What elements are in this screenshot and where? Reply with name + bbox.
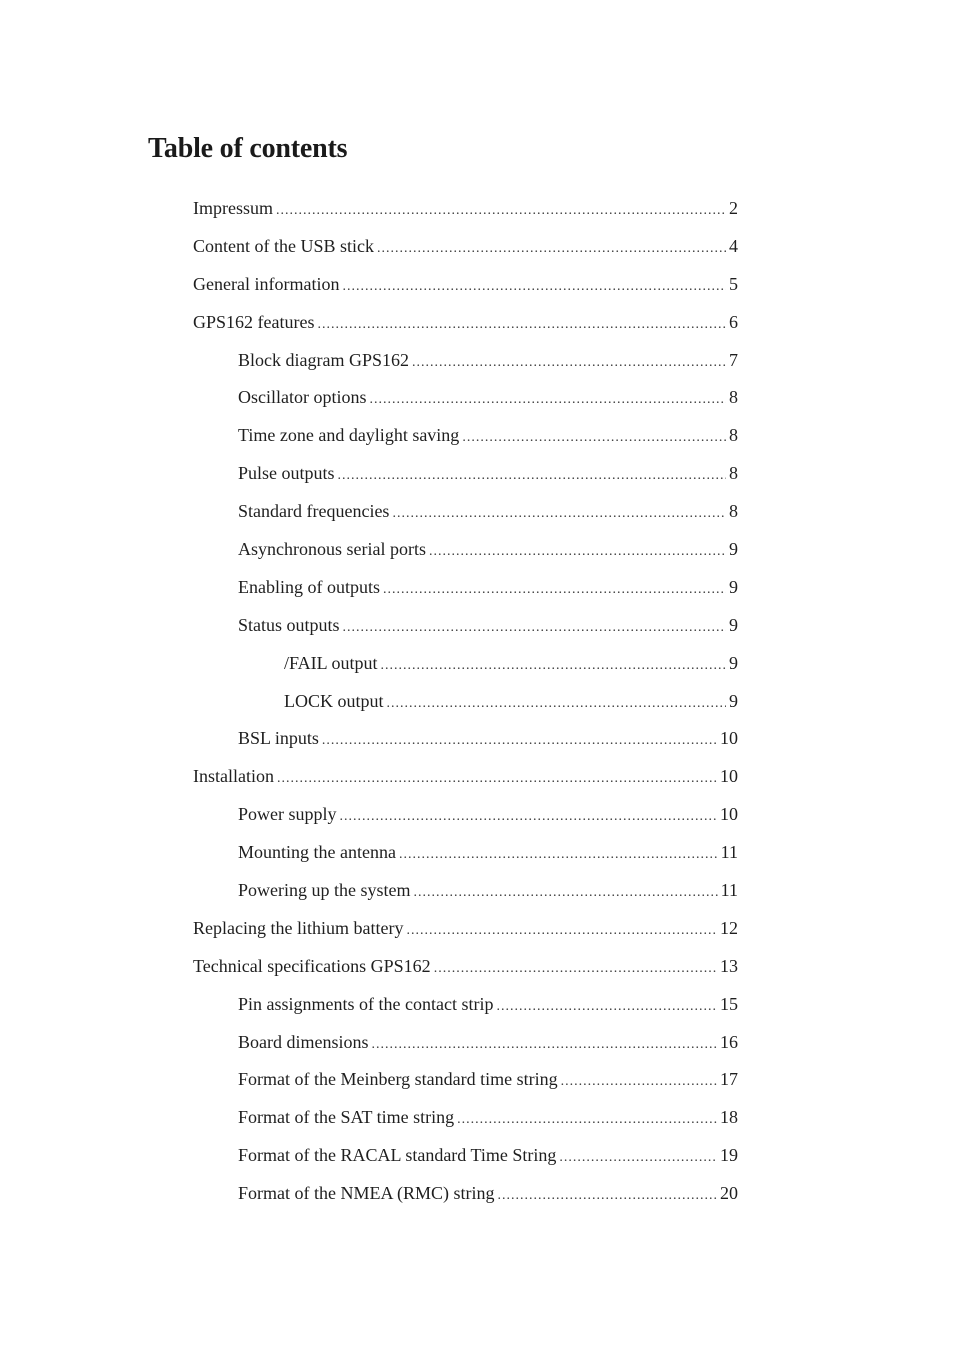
toc-entry-label: GPS162 features	[193, 311, 315, 332]
toc-dot-leader	[462, 423, 726, 453]
toc-dot-leader	[412, 348, 726, 378]
toc-entry[interactable]	[193, 193, 738, 231]
toc-entry-label: Power supply	[238, 804, 337, 825]
toc-entry-label: BSL inputs	[238, 728, 319, 749]
toc-dot-leader	[372, 1030, 718, 1060]
toc-dot-leader	[399, 840, 718, 870]
toc-entry-page-number: 10	[720, 728, 738, 749]
toc-entry[interactable]	[238, 1140, 738, 1178]
toc-entry[interactable]	[193, 269, 738, 307]
toc-entry-label: /FAIL output	[284, 652, 378, 673]
toc-entry-label: LOCK output	[284, 690, 384, 711]
toc-entry-label: Time zone and daylight saving	[238, 425, 460, 446]
toc-entry[interactable]	[238, 572, 738, 610]
toc-entry[interactable]	[193, 951, 738, 989]
toc-dot-leader	[377, 234, 726, 264]
toc-dot-leader	[277, 764, 717, 794]
toc-entry-page-number: 8	[729, 501, 738, 522]
toc-entry[interactable]	[238, 496, 738, 534]
toc-entry-page-number: 19	[720, 1145, 738, 1166]
toc-entry-label: General information	[193, 273, 340, 294]
toc-entry-page-number: 20	[720, 1183, 738, 1204]
toc-dot-leader	[342, 272, 726, 302]
toc-entry-page-number: 9	[729, 576, 738, 597]
toc-dot-leader	[381, 651, 727, 681]
toc-dot-leader	[561, 1067, 717, 1097]
toc-dot-leader	[429, 537, 726, 567]
toc-entry[interactable]	[238, 875, 738, 913]
toc-entry-label: Status outputs	[238, 614, 340, 635]
toc-dot-leader	[340, 802, 718, 832]
toc-entry-label: Pulse outputs	[238, 463, 335, 484]
toc-entry-label: Format of the RACAL standard Time String	[238, 1145, 557, 1166]
toc-entry[interactable]	[193, 761, 738, 799]
toc-entry[interactable]	[238, 1027, 738, 1065]
toc-entry-page-number: 11	[720, 880, 738, 901]
toc-entry-page-number: 2	[729, 198, 738, 218]
toc-dot-leader	[406, 916, 717, 946]
toc-entry-page-number: 9	[729, 652, 738, 673]
toc-dot-leader	[434, 954, 717, 984]
toc-dot-leader	[414, 878, 718, 908]
toc-entry[interactable]	[238, 534, 738, 572]
toc-entry[interactable]	[238, 837, 738, 875]
toc-dot-leader	[343, 613, 726, 643]
toc-entry-label: Format of the Meinberg standard time string	[238, 1069, 558, 1090]
toc-entry-page-number: 8	[729, 387, 738, 408]
toc-dot-leader	[276, 196, 726, 226]
toc-entry-page-number: 18	[720, 1107, 738, 1128]
toc-entry[interactable]	[238, 1064, 738, 1102]
toc-entry[interactable]	[238, 382, 738, 420]
toc-dot-leader	[387, 689, 726, 719]
toc-entry-label: Pin assignments of the contact strip	[238, 993, 494, 1014]
toc-entry-page-number: 9	[729, 690, 738, 711]
toc-entry-label: Enabling of outputs	[238, 576, 380, 597]
toc-entry[interactable]	[284, 686, 738, 724]
toc-entry-page-number: 9	[729, 614, 738, 635]
toc-entry[interactable]	[193, 913, 738, 951]
toc-entry[interactable]	[238, 610, 738, 648]
toc-entry-page-number: 12	[720, 917, 738, 938]
page-title: Table of contents	[148, 133, 348, 164]
toc-dot-leader	[370, 385, 727, 415]
toc-entry-page-number: 9	[729, 539, 738, 560]
toc-dot-leader	[317, 310, 726, 340]
toc-dot-leader	[496, 992, 717, 1022]
toc-entry-label: Oscillator options	[238, 387, 367, 408]
toc-entry-page-number: 8	[729, 425, 738, 446]
toc-entry[interactable]	[238, 1178, 738, 1216]
toc-dot-leader	[392, 499, 726, 529]
toc-dot-leader	[383, 575, 726, 605]
toc-entry-label: Installation	[193, 766, 274, 787]
toc-entry[interactable]	[238, 458, 738, 496]
toc-entry-page-number: 16	[720, 1031, 738, 1052]
toc-entry-label: Format of the SAT time string	[238, 1107, 455, 1128]
toc-entry-page-number: 6	[729, 311, 738, 332]
toc-entry[interactable]	[238, 1102, 738, 1140]
toc-entry-label: Impressum	[193, 198, 273, 218]
toc-entry-page-number: 8	[729, 463, 738, 484]
toc-entry[interactable]	[193, 231, 738, 269]
toc-entry-label: Powering up the system	[238, 880, 411, 901]
toc-entry-label: Asynchronous serial ports	[238, 539, 426, 560]
toc-dot-leader	[338, 461, 726, 491]
toc-entry-label: Standard frequencies	[238, 501, 390, 522]
toc-entry-label: Content of the USB stick	[193, 235, 374, 256]
toc-list	[0, 193, 954, 1216]
toc-entry-page-number: 15	[720, 993, 738, 1014]
toc-dot-leader	[457, 1105, 717, 1135]
toc-entry[interactable]	[238, 989, 738, 1027]
toc-entry-page-number: 10	[720, 804, 738, 825]
toc-entry-page-number: 13	[720, 955, 738, 976]
toc-entry-label: Technical specifications GPS162	[193, 955, 431, 976]
toc-entry-label: Board dimensions	[238, 1031, 369, 1052]
toc-entry-page-number: 10	[720, 766, 738, 787]
toc-entry-label: Format of the NMEA (RMC) string	[238, 1183, 495, 1204]
toc-entry[interactable]	[193, 307, 738, 345]
toc-dot-leader	[322, 726, 717, 756]
toc-entry[interactable]	[238, 799, 738, 837]
toc-entry-page-number: 17	[720, 1069, 738, 1090]
toc-entry-page-number: 7	[729, 349, 738, 370]
toc-entry[interactable]	[238, 420, 738, 458]
toc-entry-page-number: 11	[720, 842, 738, 863]
toc-entry-page-number: 4	[729, 235, 738, 256]
toc-entry-label: Replacing the lithium battery	[193, 917, 404, 938]
toc-entry[interactable]	[238, 345, 738, 383]
toc-entry-label: Mounting the antenna	[238, 842, 396, 863]
toc-entry-label: Block diagram GPS162	[238, 349, 409, 370]
toc-entry[interactable]	[284, 648, 738, 686]
toc-entry[interactable]	[238, 723, 738, 761]
toc-dot-leader	[498, 1181, 718, 1211]
toc-dot-leader	[559, 1143, 717, 1173]
toc-entry-page-number: 5	[729, 273, 738, 294]
